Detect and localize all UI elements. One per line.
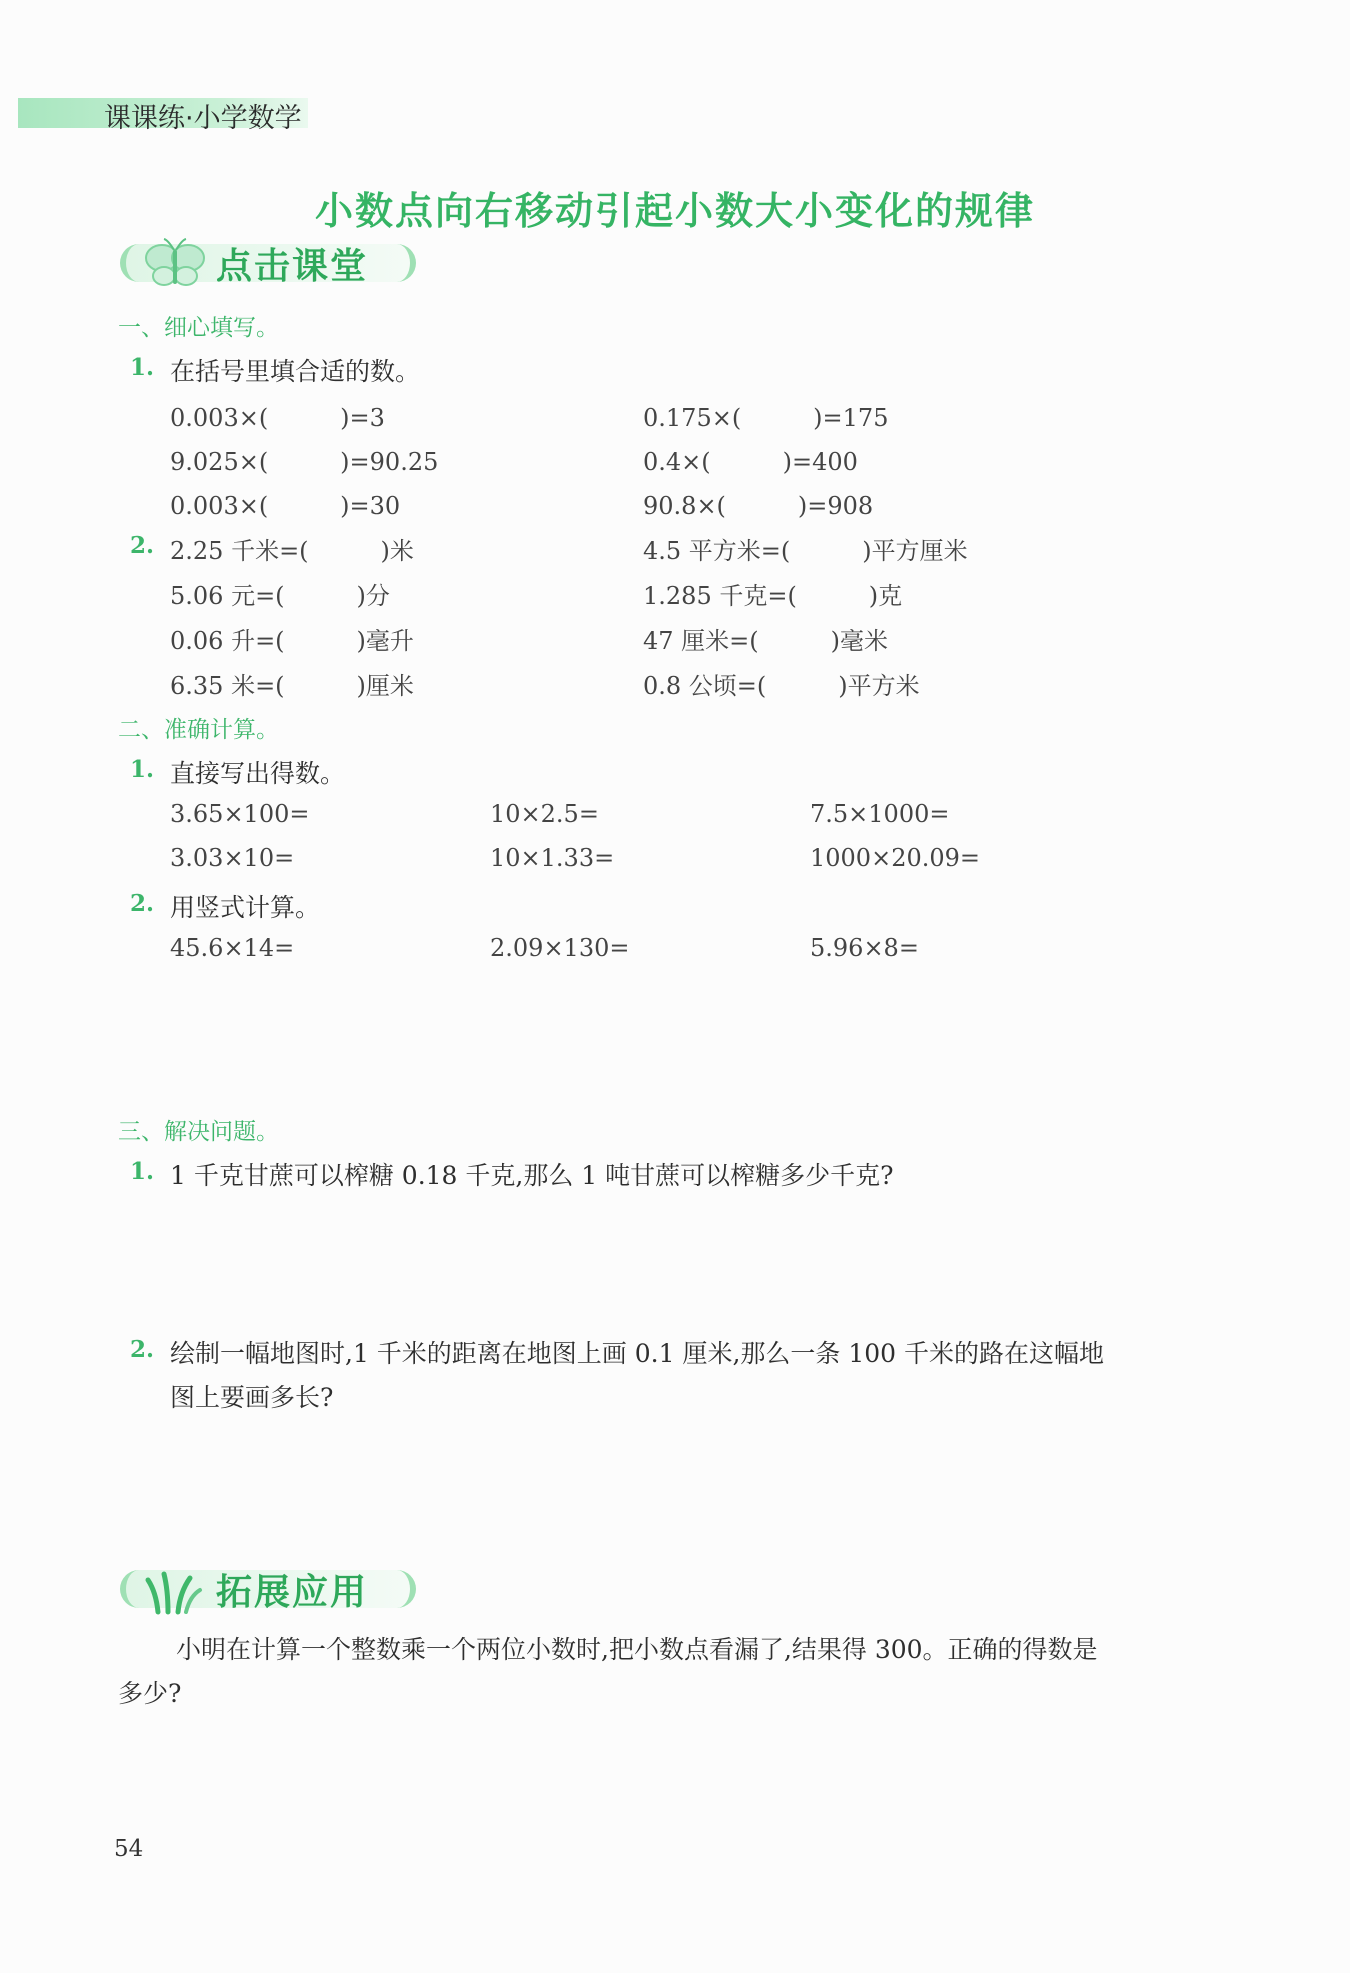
unit-conversion: 2.25 千米=( )米 xyxy=(170,537,414,565)
calculation: 2.09×130= xyxy=(490,934,630,962)
word-problem-line: 绘制一幅地图时,1 千米的距离在地图上画 0.1 厘米,那么一条 100 千米的路在这幅地 xyxy=(170,1339,1105,1368)
butterfly-icon xyxy=(140,236,212,292)
unit-conversion: 0.06 升=( )毫升 xyxy=(170,627,414,655)
unit-conversion: 5.06 元=( )分 xyxy=(170,582,390,610)
section-heading-problems: 三、解决问题。 xyxy=(118,1119,279,1145)
calculation: 7.5×1000= xyxy=(810,800,950,828)
extension-problem-line: 小明在计算一个整数乘一个两位小数时,把小数点看漏了,结果得 300。正确的得数是 xyxy=(176,1635,1098,1664)
calculation: 45.6×14= xyxy=(170,934,295,962)
equation: 0.003×( )=30 xyxy=(170,492,401,520)
unit-conversion: 6.35 米=( )厘米 xyxy=(170,672,414,700)
calculation: 10×1.33= xyxy=(490,844,615,872)
question-number: 2. xyxy=(130,532,155,559)
calculation: 5.96×8= xyxy=(810,934,919,962)
word-problem-line: 图上要画多长? xyxy=(170,1383,334,1412)
question-text: 用竖式计算。 xyxy=(170,893,321,922)
banner-label: 点击课堂 xyxy=(216,246,369,287)
banner-classroom xyxy=(120,236,416,288)
banner-label: 拓展应用 xyxy=(216,1572,369,1613)
section-heading-calc: 二、准确计算。 xyxy=(118,717,279,743)
question-text: 在括号里填合适的数。 xyxy=(170,357,421,386)
page-number: 54 xyxy=(114,1836,144,1862)
grass-icon xyxy=(140,1562,212,1618)
equation: 90.8×( )=908 xyxy=(643,492,874,520)
calculation: 3.03×10= xyxy=(170,844,295,872)
unit-conversion: 4.5 平方米=( )平方厘米 xyxy=(643,537,968,565)
equation: 0.4×( )=400 xyxy=(643,448,858,476)
equation: 0.175×( )=175 xyxy=(643,404,889,432)
question-number: 1. xyxy=(130,354,155,381)
unit-conversion: 47 厘米=( )毫米 xyxy=(643,627,889,655)
equation: 0.003×( )=3 xyxy=(170,404,385,432)
extension-problem-line: 多少? xyxy=(118,1679,182,1708)
equation: 9.025×( )=90.25 xyxy=(170,448,439,476)
word-problem: 1 千克甘蔗可以榨糖 0.18 千克,那么 1 吨甘蔗可以榨糖多少千克? xyxy=(170,1161,894,1190)
unit-conversion: 0.8 公顷=( )平方米 xyxy=(643,672,920,700)
section-heading-fill: 一、细心填写。 xyxy=(118,315,279,341)
question-number: 1. xyxy=(130,1158,155,1185)
calculation: 3.65×100= xyxy=(170,800,310,828)
question-number: 2. xyxy=(130,1336,155,1363)
unit-conversion: 1.285 千克=( )克 xyxy=(643,582,903,610)
page-title: 小数点向右移动引起小数大小变化的规律 xyxy=(314,189,1035,233)
question-number: 2. xyxy=(130,890,155,917)
question-number: 1. xyxy=(130,756,155,783)
banner-extension xyxy=(120,1562,416,1614)
calculation: 10×2.5= xyxy=(490,800,599,828)
series-title: 课课练·小学数学 xyxy=(104,103,302,134)
question-text: 直接写出得数。 xyxy=(170,759,346,788)
calculation: 1000×20.09= xyxy=(810,844,981,872)
